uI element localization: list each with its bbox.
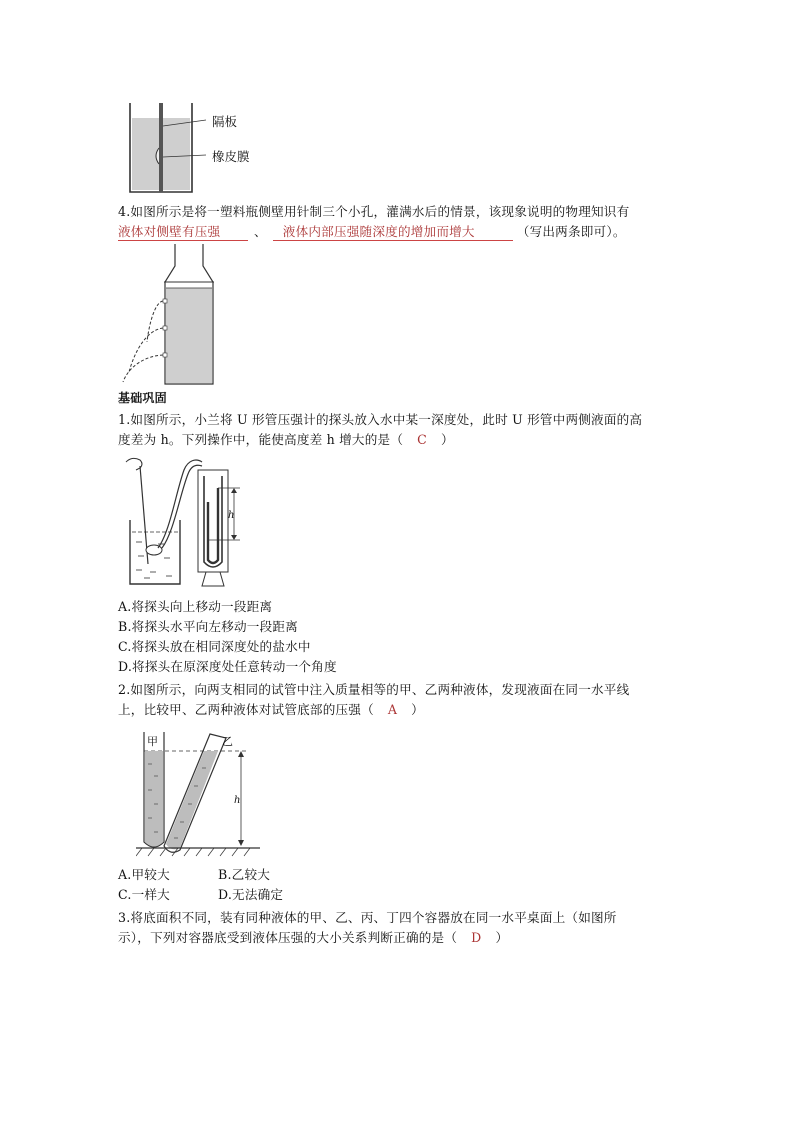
q2-option-a: A.甲较大 <box>118 867 170 882</box>
q2-options-row2 <box>118 887 283 903</box>
q4-blank2-answer: 液体内部压强随深度的增加而增大 <box>273 224 513 241</box>
q3-line1: 3.将底面积不同，装有同种液体的甲、乙、丙、丁四个容器放在同一水平桌面上（如图所 <box>118 910 617 925</box>
label-rubber-membrane: 橡皮膜 <box>212 149 250 164</box>
u-tube-manometer-figure <box>118 452 278 590</box>
section-title: 基础巩固 <box>118 391 167 405</box>
q3-line2: 示），下列对容器底受到液体压强的大小关系判断正确的是（ D ） <box>118 930 509 945</box>
q4-line1: 4.如图所示是将一塑料瓶侧壁用针制三个小孔，灌满水后的情景，该现象说明的物理知识有 <box>118 204 630 219</box>
q1-answer: C <box>417 432 427 447</box>
q2-line2: 上，比较甲、乙两种液体对试管底部的压强（ A ） <box>118 702 424 717</box>
q2-option-b: B.乙较大 <box>218 867 271 882</box>
q2-line1: 2.如图所示，向两支相同的试管中注入质量相等的甲、乙两种液体，发现液面在同一水平线 <box>118 682 630 697</box>
q2-fig-h-label: h <box>234 795 241 806</box>
q1-option-b: B.将探头水平向左移动一段距离 <box>118 619 298 634</box>
q1-option-c: C.将探头放在相同深度处的盐水中 <box>118 639 311 654</box>
q2-fig-label-jia: 甲 <box>147 735 158 748</box>
q1-line1: 1.如图所示，小兰将 U 形管压强计的探头放入水中某一深度处，此时 U 形管中两侧液面的高 <box>118 412 643 427</box>
q1-option-d: D.将探头在原深度处任意转动一个角度 <box>118 659 337 674</box>
q4-line2: 液体对侧壁有压强 、 液体内部压强随深度的增加而增大 （写出两条即可）。 <box>118 224 626 239</box>
q1-line2: 度差为 h。下列操作中，能使高度差 h 增大的是（ C ） <box>118 432 454 447</box>
q2-option-c: C.一样大 <box>118 887 170 902</box>
q1-option-a: A.将探头向上移动一段距离 <box>118 599 273 614</box>
partition-container-figure <box>126 100 276 195</box>
label-partition: 隔板 <box>212 114 238 129</box>
q1-fig-h-label: h <box>228 510 235 521</box>
q2-answer: A <box>387 702 398 717</box>
bottle-holes-figure <box>115 244 225 386</box>
q3-answer: D <box>471 930 482 945</box>
q2-options-row1 <box>118 867 270 883</box>
q2-option-d: D.无法确定 <box>218 887 284 902</box>
q4-blank1-answer: 液体对侧壁有压强 <box>118 224 248 241</box>
q2-fig-label-yi: 乙 <box>222 735 233 748</box>
